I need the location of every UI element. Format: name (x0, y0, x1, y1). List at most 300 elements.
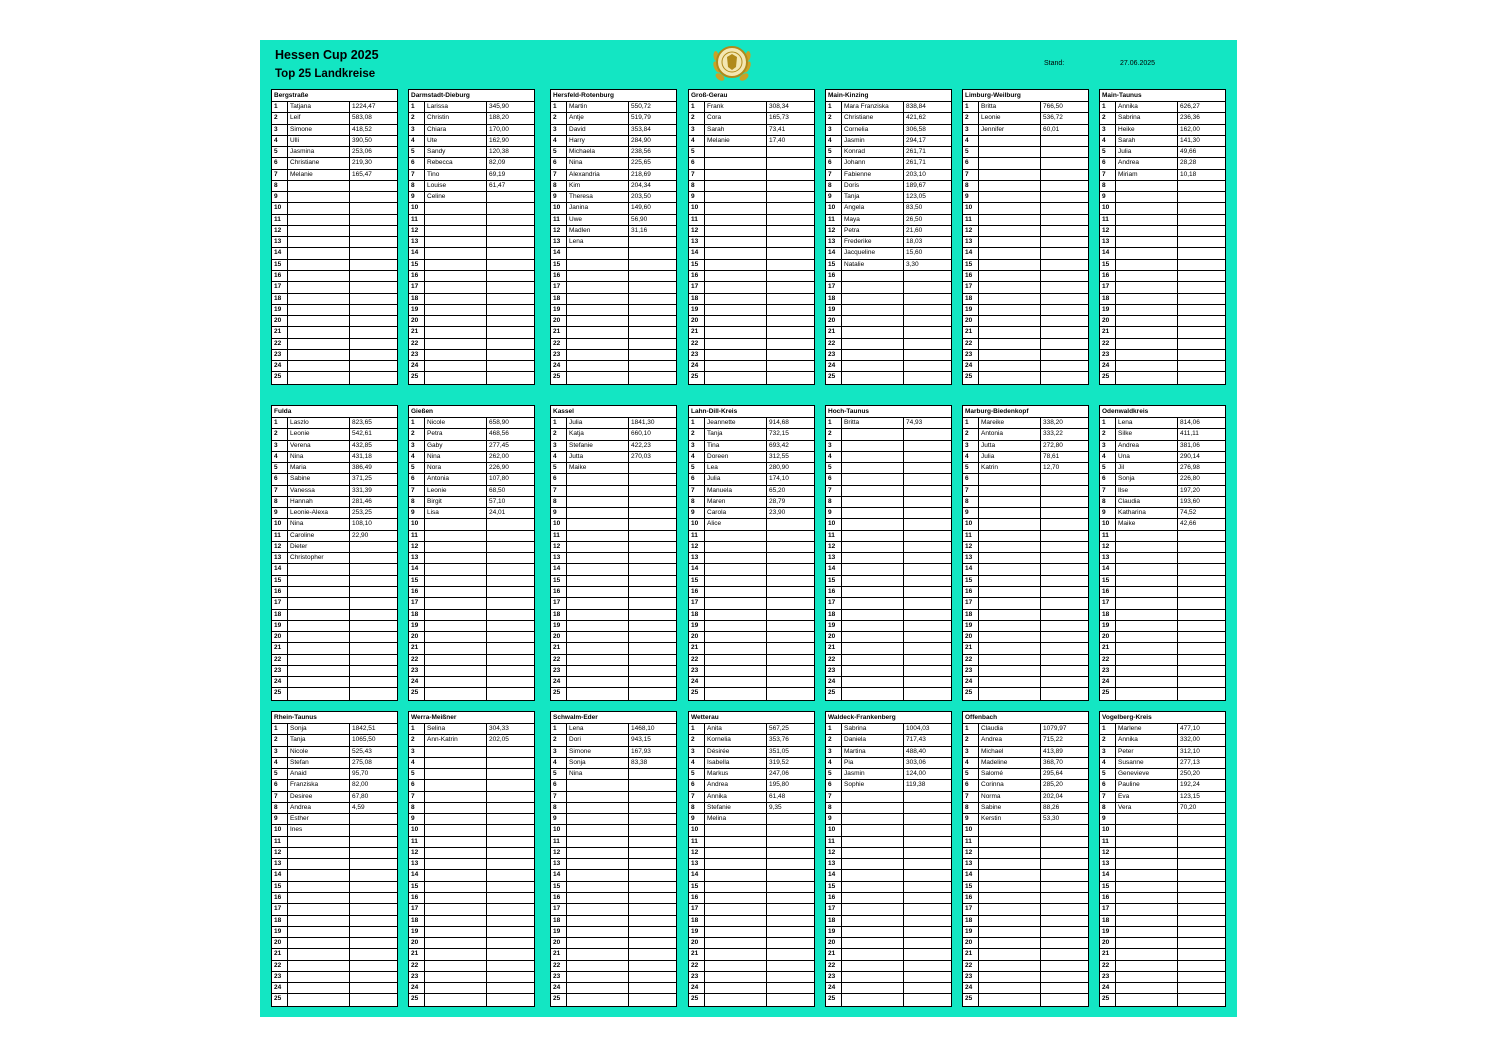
score-cell (904, 576, 951, 586)
score-cell (350, 542, 397, 552)
rank-cell: 21 (1100, 327, 1116, 337)
name-cell (1116, 666, 1178, 676)
table-row (272, 803, 397, 814)
score-cell: 170,00 (489, 125, 509, 133)
score-cell (904, 542, 951, 552)
rank-cell: 21 (272, 327, 288, 337)
table-row (1100, 125, 1225, 136)
score-cell (629, 316, 676, 326)
table-row (409, 949, 534, 960)
score-cell (1041, 350, 1088, 360)
rank-cell: 10 (272, 203, 288, 213)
name-cell: Pauline (1116, 780, 1178, 790)
table-row (409, 747, 534, 758)
name-cell: Natalie (842, 260, 904, 270)
rank-cell: 5 (551, 463, 567, 473)
name-cell: Manuela (705, 486, 767, 496)
score-cell (629, 542, 676, 552)
table-row (272, 215, 397, 226)
rank-cell: 18 (551, 610, 567, 620)
name-cell: Anita (705, 724, 767, 734)
table-row (826, 192, 951, 203)
score-cell (1178, 949, 1225, 959)
table-row (551, 519, 676, 530)
table-row (826, 814, 951, 825)
name-cell: Andrea (979, 735, 1041, 745)
name-cell (842, 576, 904, 586)
name-cell: Julia (567, 418, 629, 428)
name-cell (425, 305, 487, 315)
table-row (551, 418, 676, 429)
name-cell (979, 486, 1041, 496)
district-title: Limburg-Weilburg (963, 90, 1088, 102)
name-cell (288, 215, 350, 225)
rank-cell: 17 (551, 598, 567, 608)
score-cell (629, 972, 676, 982)
score-cell: 4,59 (352, 803, 365, 811)
name-cell (1116, 814, 1178, 824)
score-cell (767, 158, 814, 168)
name-cell (842, 972, 904, 982)
rank-cell: 3 (963, 747, 979, 757)
name-cell (979, 938, 1041, 948)
table-row (826, 949, 951, 960)
score-cell (1178, 215, 1225, 225)
table-row (1100, 203, 1225, 214)
rank-cell: 8 (551, 803, 567, 813)
score-cell (767, 916, 814, 926)
rank-cell: 18 (826, 916, 842, 926)
score-cell: 67,80 (352, 792, 369, 800)
table-row (409, 102, 534, 113)
score-cell (904, 372, 951, 383)
rank-cell: 5 (551, 147, 567, 157)
score-cell (487, 780, 534, 790)
name-cell (1116, 192, 1178, 202)
rank-cell: 4 (272, 136, 288, 146)
score-cell: 195,80 (769, 781, 789, 789)
rank-cell: 2 (409, 113, 425, 123)
score-cell (1178, 837, 1225, 847)
table-row (1100, 282, 1225, 293)
name-cell (425, 621, 487, 631)
table-row (1100, 248, 1225, 259)
score-cell (1041, 576, 1088, 586)
table-row (409, 294, 534, 305)
table-row (1100, 372, 1225, 383)
score-cell: 371,25 (352, 475, 372, 483)
name-cell (842, 870, 904, 880)
name-cell (842, 542, 904, 552)
rank-cell: 12 (409, 226, 425, 236)
score-cell (487, 531, 534, 541)
table-row (1100, 452, 1225, 463)
rank-cell: 6 (963, 780, 979, 790)
rank-cell: 9 (272, 814, 288, 824)
name-cell (567, 870, 629, 880)
name-cell (425, 610, 487, 620)
rank-cell: 8 (409, 497, 425, 507)
score-cell (1178, 181, 1225, 191)
table-row (826, 961, 951, 972)
table-row (1100, 102, 1225, 113)
score-cell (487, 632, 534, 642)
table-row (551, 305, 676, 316)
table-row (963, 418, 1088, 429)
score-cell: 69,19 (489, 170, 506, 178)
rank-cell: 13 (409, 859, 425, 869)
name-cell: Madeline (979, 758, 1041, 768)
score-cell (1178, 294, 1225, 304)
table-row (272, 949, 397, 960)
score-cell: 202,04 (1043, 792, 1063, 800)
score-cell: 141,30 (1180, 136, 1200, 144)
table-row (963, 113, 1088, 124)
rank-cell: 9 (963, 508, 979, 518)
score-cell (487, 248, 534, 258)
score-cell (487, 994, 534, 1005)
district-table (271, 89, 398, 385)
name-cell (567, 553, 629, 563)
score-cell: 28,28 (1180, 159, 1197, 167)
name-cell (979, 949, 1041, 959)
score-cell: 120,38 (489, 148, 509, 156)
table-row (1100, 508, 1225, 519)
name-cell: Kim (567, 181, 629, 191)
name-cell (842, 372, 904, 383)
score-cell: 165,73 (769, 114, 789, 122)
table-row (551, 372, 676, 383)
score-cell (1178, 848, 1225, 858)
score-cell: 68,50 (489, 486, 506, 494)
name-cell (288, 916, 350, 926)
score-cell (1041, 327, 1088, 337)
score-cell (629, 553, 676, 563)
score-cell (487, 203, 534, 213)
score-cell (1178, 666, 1225, 676)
rank-cell: 6 (409, 474, 425, 484)
score-cell: 525,43 (352, 747, 372, 755)
rank-cell: 21 (551, 949, 567, 959)
rank-cell: 13 (689, 237, 705, 247)
rank-cell: 12 (826, 542, 842, 552)
name-cell (288, 949, 350, 959)
rank-cell: 8 (963, 803, 979, 813)
name-cell: Jacqueline (842, 248, 904, 258)
name-cell (842, 474, 904, 484)
table-row (963, 271, 1088, 282)
table-row (272, 553, 397, 564)
table-row (689, 803, 814, 814)
score-cell (350, 203, 397, 213)
rank-cell: 18 (1100, 916, 1116, 926)
rank-cell: 18 (272, 916, 288, 926)
table-row (826, 803, 951, 814)
score-cell: 943,15 (631, 736, 651, 744)
rank-cell: 20 (963, 316, 979, 326)
score-cell: 290,14 (1180, 452, 1200, 460)
rank-cell: 4 (551, 452, 567, 462)
score-cell (350, 260, 397, 270)
score-cell: 74,93 (906, 419, 923, 426)
rank-cell: 21 (409, 949, 425, 959)
table-row (409, 655, 534, 666)
rank-cell: 2 (963, 429, 979, 439)
name-cell (842, 655, 904, 665)
table-row (272, 531, 397, 542)
score-cell (350, 655, 397, 665)
score-cell (350, 339, 397, 349)
name-cell: Britta (979, 102, 1041, 112)
score-cell (904, 983, 951, 993)
name-cell (705, 147, 767, 157)
rank-cell: 3 (272, 747, 288, 757)
name-cell (567, 904, 629, 914)
table-row (551, 758, 676, 769)
score-cell (629, 837, 676, 847)
name-cell (705, 316, 767, 326)
rank-cell: 1 (1100, 102, 1116, 112)
name-cell (567, 837, 629, 847)
score-cell (1041, 848, 1088, 858)
rank-cell: 24 (826, 361, 842, 371)
name-cell (705, 361, 767, 371)
table-row (689, 825, 814, 836)
table-row (272, 927, 397, 938)
name-cell: Salomé (979, 769, 1041, 779)
table-row (409, 598, 534, 609)
rank-cell: 18 (272, 294, 288, 304)
name-cell (979, 260, 1041, 270)
name-cell (705, 305, 767, 315)
rank-cell: 18 (551, 916, 567, 926)
score-cell (1041, 158, 1088, 168)
table-row (689, 983, 814, 994)
rank-cell: 4 (963, 758, 979, 768)
score-cell (1041, 474, 1088, 484)
rank-cell: 9 (272, 192, 288, 202)
name-cell (979, 893, 1041, 903)
table-row (551, 113, 676, 124)
rank-cell: 16 (689, 893, 705, 903)
score-cell (487, 916, 534, 926)
table-row (689, 735, 814, 746)
name-cell (288, 598, 350, 608)
table-row (963, 553, 1088, 564)
name-cell (842, 519, 904, 529)
name-cell (567, 282, 629, 292)
score-cell (767, 938, 814, 948)
rank-cell: 11 (1100, 837, 1116, 847)
name-cell: Mareike (979, 418, 1041, 428)
score-cell: 277,45 (489, 441, 509, 449)
name-cell (705, 677, 767, 687)
name-cell (1116, 260, 1178, 270)
name-cell (1116, 215, 1178, 225)
rank-cell: 15 (551, 882, 567, 892)
name-cell: Caroline (288, 531, 350, 541)
table-row (409, 519, 534, 530)
name-cell (979, 542, 1041, 552)
rank-cell: 7 (409, 170, 425, 180)
table-row (272, 125, 397, 136)
table-row (689, 769, 814, 780)
name-cell (842, 938, 904, 948)
score-cell (904, 882, 951, 892)
rank-cell: 15 (551, 260, 567, 270)
score-cell (629, 621, 676, 631)
score-cell (1178, 248, 1225, 258)
table-row (689, 961, 814, 972)
rank-cell: 5 (826, 769, 842, 779)
name-cell (567, 803, 629, 813)
rank-cell: 20 (963, 938, 979, 948)
score-cell (904, 632, 951, 642)
table-row (409, 170, 534, 181)
score-cell (350, 327, 397, 337)
table-row (409, 497, 534, 508)
table-row (689, 587, 814, 598)
score-cell (629, 463, 676, 473)
score-cell (487, 972, 534, 982)
name-cell: Stefanie (705, 803, 767, 813)
table-row (409, 350, 534, 361)
table-row (963, 621, 1088, 632)
score-cell (629, 994, 676, 1005)
score-cell (1178, 927, 1225, 937)
stand-date: 27.06.2025 (1120, 60, 1156, 67)
table-row (826, 758, 951, 769)
table-row (272, 564, 397, 575)
table-row (826, 542, 951, 553)
name-cell (567, 248, 629, 258)
rank-cell: 10 (551, 203, 567, 213)
table-row (826, 610, 951, 621)
score-cell: 83,50 (906, 204, 923, 212)
table-row (826, 463, 951, 474)
score-cell (904, 441, 951, 451)
table-row (689, 463, 814, 474)
rank-cell: 11 (551, 531, 567, 541)
name-cell (567, 848, 629, 858)
rank-cell: 25 (963, 994, 979, 1005)
name-cell (1116, 904, 1178, 914)
rank-cell: 25 (409, 994, 425, 1005)
score-cell (629, 666, 676, 676)
name-cell (425, 949, 487, 959)
district-table (688, 711, 815, 1007)
district-title: Odenwaldkreis (1100, 406, 1225, 418)
rank-cell: 7 (1100, 170, 1116, 180)
table-row (551, 688, 676, 699)
rank-cell: 17 (826, 598, 842, 608)
rank-cell: 9 (551, 508, 567, 518)
name-cell (705, 961, 767, 971)
name-cell: Lea (705, 463, 767, 473)
score-cell (1178, 961, 1225, 971)
score-cell: 238,56 (631, 148, 651, 156)
name-cell (705, 158, 767, 168)
rank-cell: 6 (689, 780, 705, 790)
table-row (272, 282, 397, 293)
name-cell (567, 350, 629, 360)
score-cell (1041, 587, 1088, 597)
score-cell (487, 372, 534, 383)
table-row (272, 643, 397, 654)
rank-cell: 6 (272, 780, 288, 790)
table-row (272, 192, 397, 203)
table-row (826, 724, 951, 735)
rank-cell: 10 (1100, 519, 1116, 529)
rank-cell: 5 (409, 769, 425, 779)
score-cell: 95,70 (352, 770, 369, 778)
name-cell (705, 576, 767, 586)
rank-cell: 21 (963, 643, 979, 653)
rank-cell: 4 (1100, 136, 1116, 146)
table-row (551, 724, 676, 735)
name-cell (979, 859, 1041, 869)
name-cell (567, 893, 629, 903)
name-cell: Tanja (288, 735, 350, 745)
score-cell (904, 916, 951, 926)
rank-cell: 19 (826, 927, 842, 937)
table-row (409, 780, 534, 791)
score-cell (350, 904, 397, 914)
name-cell (705, 282, 767, 292)
score-cell: 15,60 (906, 249, 923, 257)
rank-cell: 2 (409, 429, 425, 439)
score-cell: 519,79 (631, 114, 651, 122)
table-row (272, 452, 397, 463)
table-row (551, 508, 676, 519)
name-cell (425, 372, 487, 383)
table-row (963, 102, 1088, 113)
table-row (1100, 643, 1225, 654)
score-cell: 57,10 (489, 497, 506, 505)
score-cell (350, 372, 397, 383)
table-row (409, 305, 534, 316)
rank-cell: 1 (963, 418, 979, 428)
score-cell (904, 497, 951, 507)
score-cell: 319,52 (769, 758, 789, 766)
name-cell: Nina (288, 452, 350, 462)
score-cell: 218,69 (631, 170, 651, 178)
table-row (826, 927, 951, 938)
rank-cell: 22 (826, 655, 842, 665)
rank-cell: 15 (689, 882, 705, 892)
table-row (551, 271, 676, 282)
score-cell (1178, 339, 1225, 349)
name-cell (567, 688, 629, 699)
rank-cell: 7 (272, 792, 288, 802)
rank-cell: 9 (1100, 814, 1116, 824)
score-cell (487, 927, 534, 937)
table-row (963, 372, 1088, 383)
table-row (963, 655, 1088, 666)
rank-cell: 11 (272, 837, 288, 847)
name-cell (567, 587, 629, 597)
score-cell (629, 792, 676, 802)
name-cell: Sabine (288, 474, 350, 484)
district-title: Groß-Gerau (689, 90, 814, 102)
name-cell: Nora (425, 463, 487, 473)
table-row (826, 170, 951, 181)
name-cell (705, 542, 767, 552)
name-cell (567, 825, 629, 835)
table-row (689, 350, 814, 361)
name-cell (979, 643, 1041, 653)
score-cell: 285,20 (1043, 781, 1063, 789)
